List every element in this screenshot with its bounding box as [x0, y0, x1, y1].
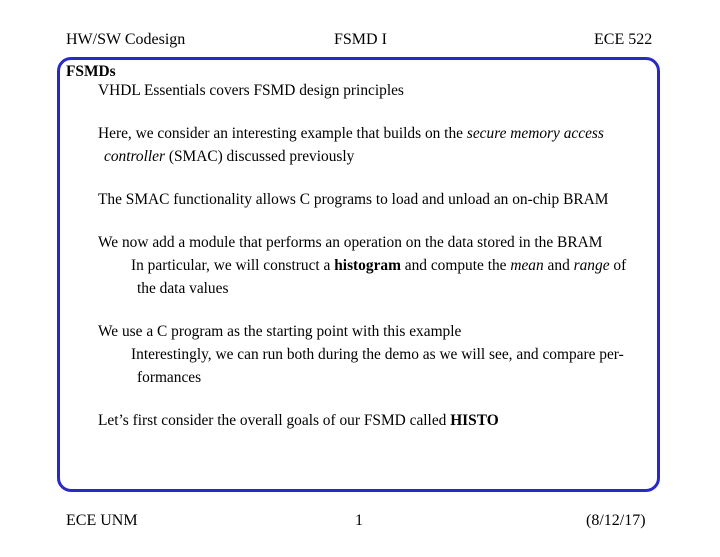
- sub-bullet-4a-t3: and: [543, 257, 574, 274]
- range-term: range: [573, 257, 610, 274]
- sub-bullet-4a: [131, 257, 626, 275]
- footer-date: (8/12/17): [586, 512, 646, 529]
- bullet-2-text-cont: (SMAC) discussed previously: [164, 148, 355, 165]
- footer-left: ECE UNM: [66, 512, 138, 529]
- header-left: HW/SW Codesign: [66, 31, 186, 48]
- bullet-2-italic: secure memory access: [466, 125, 604, 142]
- histo-term: HISTO: [450, 412, 499, 429]
- bullet-2-text: Here, we consider an interesting example that builds on the: [98, 125, 467, 142]
- slide-heading: FSMDs: [66, 63, 116, 80]
- bullet-2-continuation: [104, 148, 354, 166]
- header-center: FSMD I: [334, 31, 387, 48]
- bullet-6-text: Let’s first consider the overall goals of our FSMD called: [98, 412, 451, 429]
- page-number: 1: [355, 512, 363, 529]
- bullet-3: The SMAC functionality allows C programs to load and unload an on-chip BRAM: [98, 191, 609, 208]
- mean-term: mean: [510, 257, 544, 274]
- bullet-4: We now add a module that performs an operation on the data stored in the BRAM: [98, 234, 603, 251]
- bullet-5: We use a C program as the starting point with this example: [98, 323, 462, 340]
- sub-bullet-4a-t4: of: [609, 257, 627, 274]
- bullet-2-italic-cont: controller: [104, 148, 165, 165]
- sub-bullet-4a-t1: In particular, we will construct a: [131, 257, 335, 274]
- histogram-term: histogram: [334, 257, 401, 274]
- sub-bullet-5a-continuation: formances: [137, 369, 202, 386]
- sub-bullet-4a-t2: and compute the: [400, 257, 511, 274]
- header-right: ECE 522: [594, 31, 653, 48]
- bullet-1: VHDL Essentials covers FSMD design principles: [98, 82, 404, 99]
- sub-bullet-5a: Interestingly, we can run both during the demo as we will see, and compare per-: [131, 346, 624, 363]
- bullet-6: [98, 412, 499, 430]
- sub-bullet-4a-continuation: the data values: [137, 280, 229, 297]
- bullet-2: [98, 125, 604, 143]
